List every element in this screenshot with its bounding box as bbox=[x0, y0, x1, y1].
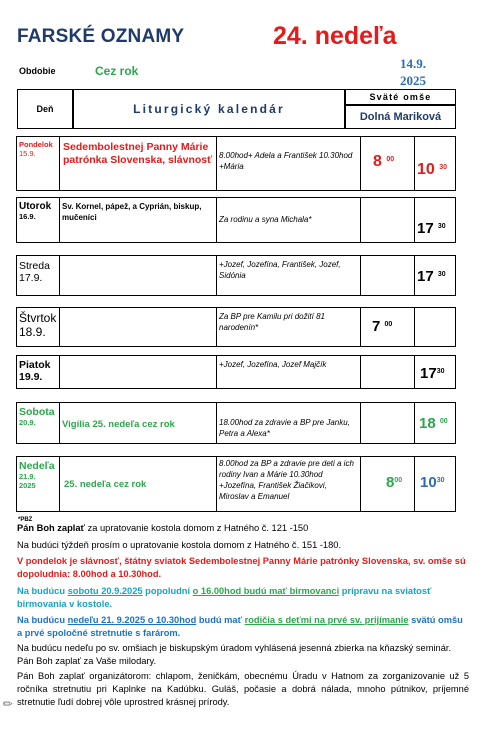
feast-text: Sv. Kornel, pápež, a Cyprián, biskup, mučeníci bbox=[62, 202, 202, 222]
minute: 30 bbox=[436, 368, 445, 375]
hour: 18 bbox=[419, 415, 436, 432]
day-cell bbox=[17, 308, 60, 346]
day-cell bbox=[17, 137, 60, 190]
intention-text: 18.00hod za zdravie a BP pre Janku, Petra a Alexa* bbox=[219, 418, 350, 438]
day-cell bbox=[17, 457, 60, 511]
feast-cell bbox=[60, 308, 217, 346]
hour: 17 bbox=[420, 365, 437, 382]
mass-time-1-cell bbox=[361, 356, 415, 388]
day-name: Utorok bbox=[19, 201, 52, 212]
mass-time-2-cell bbox=[415, 457, 457, 511]
feast-text: Sedembolestnej Panny Márie patrónka Slovenska, slávnosť bbox=[63, 141, 213, 166]
mass-time-1-cell bbox=[361, 308, 415, 346]
period-value: Cez rok bbox=[95, 64, 139, 78]
minute: 00 bbox=[384, 321, 393, 328]
feast-cell bbox=[60, 457, 217, 511]
minute: 30 bbox=[437, 271, 446, 278]
mass-time-2 bbox=[417, 220, 446, 237]
date: sobotu 20.9.2025 bbox=[67, 586, 143, 596]
thanks-bold: Pán Boh zaplať bbox=[17, 523, 85, 533]
mass-time-1 bbox=[386, 474, 402, 491]
date: nedeľu 21. 9.2025 o 10.30hod bbox=[67, 615, 197, 625]
minute: 00 bbox=[439, 418, 448, 425]
mass-time-1 bbox=[373, 153, 394, 171]
mass-time-1-cell bbox=[361, 403, 415, 443]
day-row-friday bbox=[16, 355, 456, 389]
issue-date-day: 14.9. bbox=[400, 56, 426, 71]
announcement-holiday: V pondelok je slávnosť, štátny sviatok Sedembolestnej Panny Márie patrónky Slovenska, sv. omše sú dopoludnia: 8.00hod a 10.30hod. bbox=[17, 556, 466, 579]
mass-time-2 bbox=[420, 474, 444, 491]
thanks-text: za upratovanie kostola domom z Hatného č. 121 -150 bbox=[85, 523, 309, 533]
minute: 00 bbox=[394, 477, 403, 484]
feast-text: 25. nedeľa cez rok bbox=[64, 479, 147, 490]
intention-text: +Jozef, Jozefína, František, Jozef, Sidónia bbox=[219, 260, 341, 280]
mass-time-1-cell bbox=[361, 256, 415, 295]
text: svätú omšu a prvé spoločné stretnutie s farárom. bbox=[17, 615, 463, 638]
day-row-thursday bbox=[16, 307, 456, 347]
text: Na budúcu bbox=[17, 586, 68, 596]
mass-time-2-cell bbox=[415, 356, 457, 388]
day-date: 17.9. bbox=[19, 272, 43, 284]
intention-text: 8.00hod+ Adela a František 10.30hod +Mária bbox=[219, 151, 353, 171]
minute: 30 bbox=[436, 477, 445, 484]
announcement-cleaning-next: Na budúci týždeň prosím o upratovanie kostola domom z Hatného č. 151 -180. bbox=[17, 540, 342, 550]
issue-date-year: 2025 bbox=[400, 73, 426, 88]
feast-cell bbox=[60, 356, 217, 388]
pbz-note: *PBZ bbox=[18, 517, 33, 523]
day-row-saturday bbox=[16, 402, 456, 444]
col-header-place: Dolná Mariková bbox=[345, 105, 456, 129]
announcement-confirmation bbox=[17, 585, 469, 611]
minute: 00 bbox=[386, 156, 395, 163]
day-name: Nedeľa bbox=[19, 460, 55, 472]
announcement-thanks-organizers: Pán Boh zaplať organizátorom: chlapom, ženičkám, obecnému Úradu v Hatnom za zorganizovanie už 5 ročníka stretnutiu pri Kaplnke na Kadúbku. Guláš, počasie a dobrá nálada, mnoho pútnikov, príjemné stretnutie ľudí dobrej vôle uprostred krásnej prírody. bbox=[17, 671, 469, 707]
mass-time-1-cell bbox=[361, 137, 415, 190]
day-cell bbox=[17, 198, 60, 242]
day-date: 21.9. 2025 bbox=[19, 472, 36, 490]
mass-time-1-cell bbox=[361, 198, 415, 242]
intention-cell bbox=[217, 457, 361, 511]
hour: 8 bbox=[386, 474, 395, 491]
hour: 10 bbox=[420, 474, 437, 491]
mass-time-2-cell bbox=[415, 403, 457, 443]
intention-text: 8.00hod za BP a zdravie pre deti a ich rodiny Ivan a Márie 10.30hod +Jozefína, František Žiačikovi, Miroslav a Emanuel bbox=[219, 459, 354, 501]
hour: 17 bbox=[417, 220, 434, 237]
intention-cell bbox=[217, 256, 361, 295]
page-title: FARSKÉ OZNAMY bbox=[17, 26, 185, 47]
day-date: 15.9. bbox=[19, 149, 36, 158]
day-row-tuesday bbox=[16, 197, 456, 243]
group: rodičia s deťmi na prvé sv. prijímanie bbox=[244, 615, 409, 625]
mass-time-1 bbox=[372, 318, 392, 335]
hour: 7 bbox=[372, 318, 381, 335]
day-row-sunday bbox=[16, 456, 456, 512]
announcement-collection: Na budúcu nedeľu po sv. omšiach je biskupským úradom vyhlásená jesenná zbierka na kňazský seminár. Pán Boh zaplať za Vaše milodary. bbox=[17, 643, 452, 666]
mass-time-2-cell bbox=[415, 256, 457, 295]
announcement-cleaning-thanks bbox=[17, 522, 469, 535]
feast-text: Vigília 25. nedeľa cez rok bbox=[62, 419, 175, 430]
col-header-day: Deň bbox=[17, 89, 73, 129]
text: prípravu na sviatosť birmovania v kostole. bbox=[17, 586, 432, 609]
hour: 17 bbox=[417, 268, 434, 285]
pen-icon: ✎ bbox=[0, 695, 17, 713]
day-row-monday bbox=[16, 136, 456, 191]
day-cell bbox=[17, 403, 60, 443]
intention-text: Za BP pre Kamilu pri dožití 81 narodenín* bbox=[219, 312, 325, 332]
col-header-liturgical: Liturgický kalendár bbox=[73, 89, 345, 129]
text: budú mať bbox=[196, 615, 245, 625]
mass-time-2 bbox=[419, 415, 448, 432]
day-name: Štvrtok bbox=[19, 311, 57, 325]
announcement-first-communion bbox=[17, 614, 469, 640]
feast-cell bbox=[60, 137, 217, 190]
hour: 10 bbox=[417, 161, 435, 178]
minute: 30 bbox=[437, 223, 446, 230]
intention-cell bbox=[217, 403, 361, 443]
col-header-masses: Sväté omše bbox=[345, 89, 456, 105]
mass-time-2 bbox=[417, 161, 447, 179]
intention-cell bbox=[217, 308, 361, 346]
mass-time-2 bbox=[417, 268, 446, 285]
day-name: Piatok bbox=[19, 359, 51, 371]
text: popoludní bbox=[142, 586, 193, 596]
day-cell bbox=[17, 256, 60, 295]
mass-time-2-cell bbox=[415, 198, 457, 242]
intention-cell bbox=[217, 198, 361, 242]
hour: 8 bbox=[373, 153, 382, 170]
day-name: Sobota bbox=[19, 406, 55, 418]
feast-cell bbox=[60, 256, 217, 295]
period-label: Obdobie bbox=[19, 66, 56, 76]
mass-time-1-cell bbox=[361, 457, 415, 511]
day-date: 18.9. bbox=[19, 325, 46, 339]
day-name: Streda bbox=[19, 260, 50, 272]
day-row-wednesday bbox=[16, 255, 456, 296]
intention-cell bbox=[217, 137, 361, 190]
day-cell bbox=[17, 356, 60, 388]
issue-date bbox=[388, 55, 438, 89]
intention-cell bbox=[217, 356, 361, 388]
day-date: 20.9. bbox=[19, 418, 36, 427]
intention-text: Za rodinu a syna Michala* bbox=[219, 215, 312, 224]
text: Na budúcu bbox=[17, 615, 68, 625]
minute: 30 bbox=[439, 164, 448, 171]
mass-time-2 bbox=[420, 365, 444, 382]
intention-text: +Jozef, Jozefína, Jozef Majčík bbox=[219, 360, 327, 369]
feast-cell bbox=[60, 198, 217, 242]
mass-time-2-cell bbox=[415, 137, 457, 190]
day-date: 16.9. bbox=[19, 212, 36, 221]
time: o 16.00hod budú mať birmovanci bbox=[192, 586, 340, 596]
day-date: 19.9. bbox=[19, 371, 43, 383]
feast-cell bbox=[60, 403, 217, 443]
sunday-title: 24. nedeľa bbox=[273, 22, 397, 50]
mass-time-2-cell bbox=[415, 308, 457, 346]
day-name: Pondelok bbox=[19, 140, 53, 149]
